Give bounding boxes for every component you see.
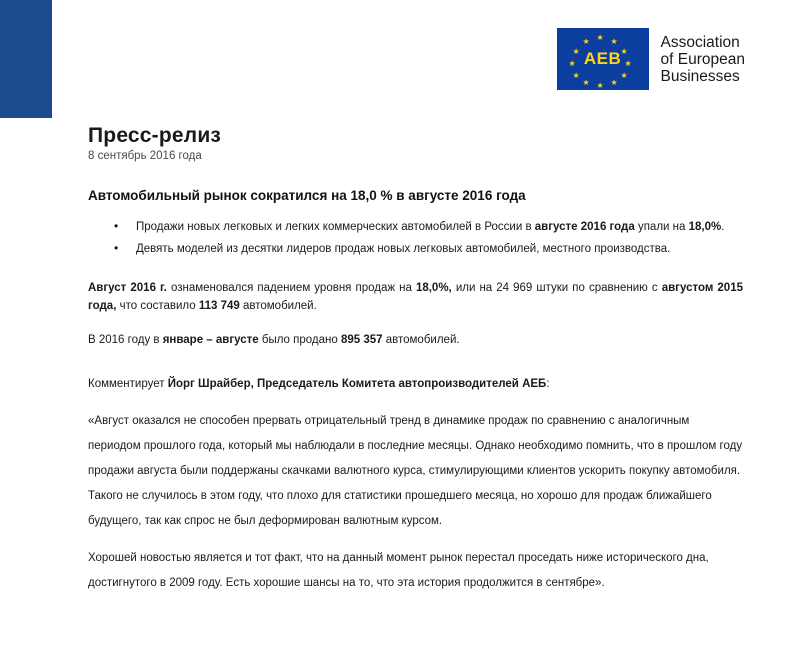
paragraph-attribution xyxy=(88,375,743,393)
logo-line-2: of European xyxy=(660,50,745,68)
paragraph-ytd-sales xyxy=(88,331,743,349)
text-bold: августом 2015 года, xyxy=(88,282,743,312)
release-date: 8 сентябрь 2016 года xyxy=(88,150,202,162)
text-bold: 113 749 xyxy=(198,300,240,312)
bullet-text-part: . xyxy=(721,221,725,233)
bullet-text-part: упали на xyxy=(634,221,689,233)
text-bold: январе – августе xyxy=(162,334,259,346)
aeb-logo xyxy=(557,28,745,90)
text-plain: автомобилей. xyxy=(239,300,317,312)
bullet-text-part: Девять моделей из десятки лидеров продаж новых легковых автомобилей, местного производства. xyxy=(136,243,671,255)
text-plain: : xyxy=(546,378,550,390)
headline: Автомобильный рынок сократился на 18,0 % в августе 2016 года xyxy=(88,188,526,203)
aeb-flag-icon: ★ ★ ★ ★ ★ ★ ★ ★ ★ ★ ★ ★ AEB xyxy=(557,28,649,90)
list-item xyxy=(136,219,743,235)
document-body xyxy=(0,124,787,596)
paragraph-sales-summary xyxy=(88,279,743,315)
text-plain: автомобилей. xyxy=(382,334,460,346)
text-bold: 895 357 xyxy=(340,334,383,346)
highlights-list xyxy=(88,219,743,257)
page-header xyxy=(0,0,787,118)
text-plain: ознаменовался падением уровня продаж на xyxy=(166,282,416,294)
text-plain: или на 24 969 штуки по сравнению с xyxy=(451,282,662,294)
text-plain: было продано xyxy=(258,334,341,346)
text-bold: Йорг Шрайбер, Председатель Комитета автопроизводителей АЕБ xyxy=(167,378,547,390)
logo-line-3: Businesses xyxy=(660,67,740,85)
aeb-logo-text xyxy=(661,34,745,85)
text-plain: В 2016 году в xyxy=(88,334,163,346)
aeb-acronym: AEB xyxy=(583,49,622,68)
header-accent-bar xyxy=(0,0,52,118)
text-bold: 18,0%, xyxy=(415,282,452,294)
bullet-text-bold: августе 2016 года xyxy=(534,221,635,233)
text-plain: Комментирует xyxy=(88,378,168,390)
quote-paragraph-1: «Август оказался не способен прервать отрицательный тренд в динамике продаж по сравнению с аналогичным периодом прошлого года, который мы наблюдали в последние месяцы. Однако необходимо помнить, что в прошлом году продажи августа были поддержаны скачками валютного курса, стимулирующими клиентов ускорить покупку автомобиля. Такого не случилось в этом году, что плохо для статистики прошедшего месяца, но хорошо для продаж ближайшего будущего, так как спрос не был деформирован валютным курсом. xyxy=(88,415,743,527)
bullet-text-part: Продажи новых легковых и легких коммерческих автомобилей в России в xyxy=(136,221,535,233)
quote-paragraph-2: Хорошей новостью является и тот факт, что на данный момент рынок перестал проседать ниже исторического дна, достигнутого в 2009 году. Есть хорошие шансы на то, что эта история продолжится в сентябре». xyxy=(88,552,709,589)
page-title: Пресс-релиз xyxy=(88,124,222,147)
list-item xyxy=(136,241,743,257)
text-bold: Август 2016 г. xyxy=(88,282,167,294)
bullet-text-bold: 18,0% xyxy=(688,221,722,233)
logo-line-1: Association xyxy=(660,33,740,51)
text-plain: что составило xyxy=(116,300,199,312)
